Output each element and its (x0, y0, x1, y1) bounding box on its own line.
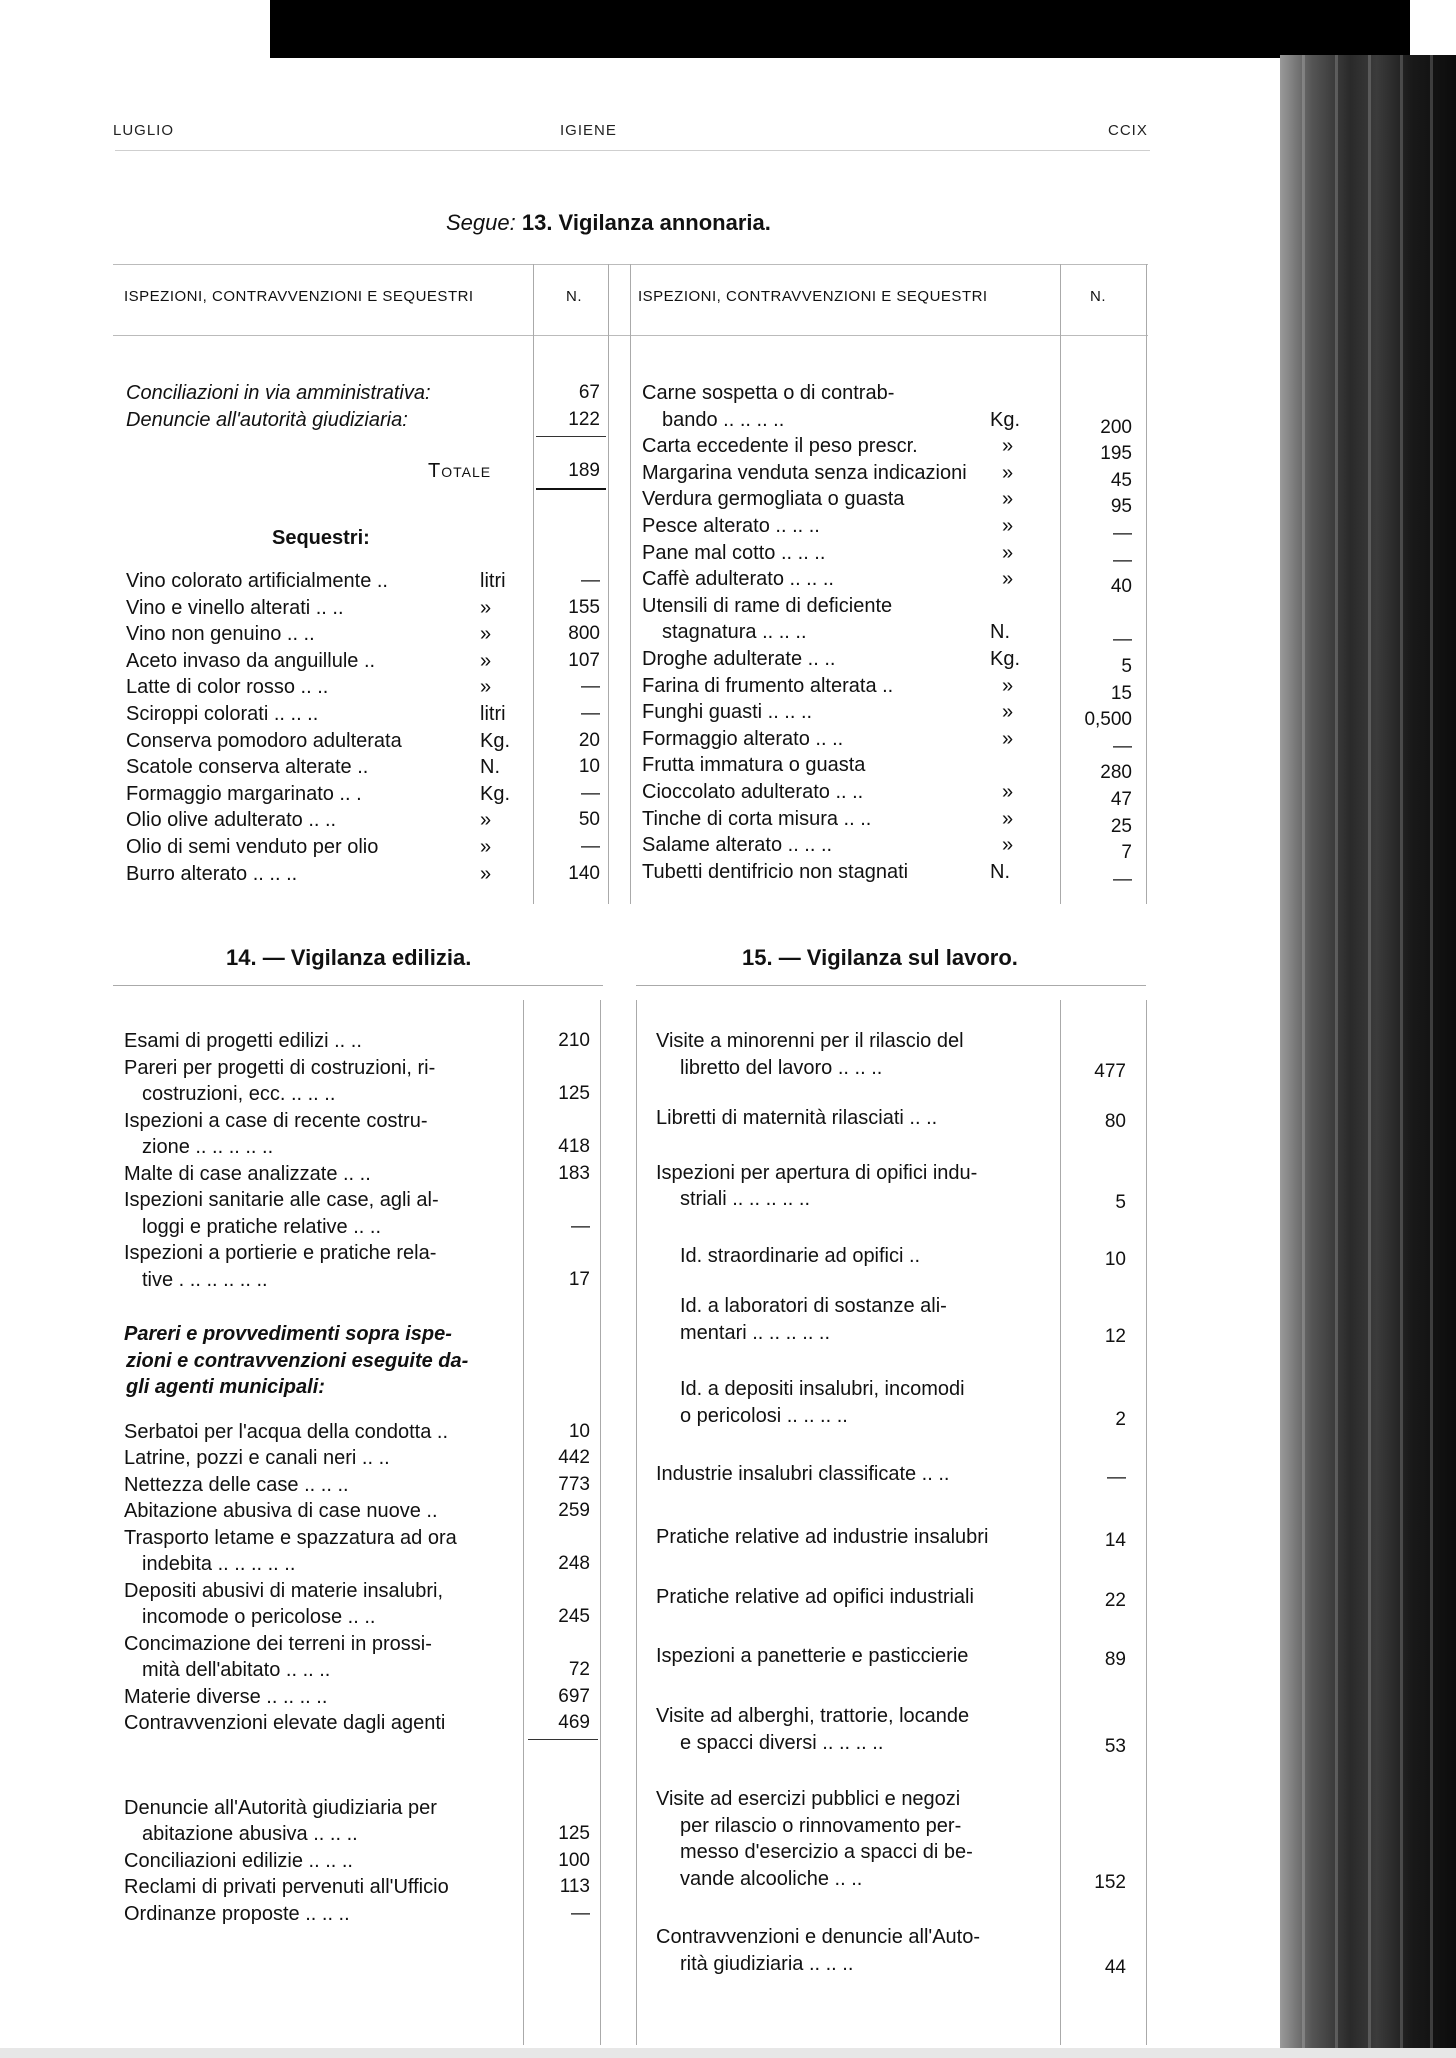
total-rule (536, 488, 606, 490)
sequestro-unit: » (480, 623, 492, 646)
item-value: 195 (1100, 443, 1132, 465)
item-label: Margarina venduta senza indicazioni (642, 461, 967, 484)
entry-line: Denuncie all'Autorità giudiziaria per (124, 1796, 437, 1819)
conciliazioni-value: 67 (578, 382, 600, 403)
entry-value: 22 (1104, 1590, 1126, 1611)
entry-value: 14 (1104, 1529, 1126, 1551)
divider (1146, 1000, 1147, 2045)
item-label: Pane mal cotto .. .. .. (642, 541, 826, 564)
col-header-left: ISPEZIONI, CONTRAVVENZIONI E SEQUESTRI (124, 288, 474, 305)
item-value: 0,500 (1084, 709, 1132, 731)
item-label: Salame alterato .. .. .. (642, 834, 833, 857)
item-unit: Kg. (990, 648, 1021, 670)
item-unit: Kg. (990, 408, 1021, 431)
pareri-heading: Pareri e provvedimenti sopra ispe- (124, 1323, 452, 1345)
entry-value: 125 (558, 1823, 590, 1844)
item-label: stagnatura .. .. .. (662, 621, 807, 644)
entry-line: Id. a depositi insalubri, incomodi (680, 1378, 965, 1400)
divider (630, 264, 631, 904)
entry-line: Visite ad alberghi, trattorie, locande (656, 1705, 970, 1727)
entry-line: Contravvenzioni elevate dagli agenti (124, 1712, 446, 1734)
entry-line: messo d'esercizio a spacci di be- (680, 1841, 973, 1863)
item-value: 25 (1110, 815, 1132, 837)
item-value: 95 (1110, 496, 1132, 518)
sum-rule (536, 436, 606, 437)
entry-value: 248 (558, 1553, 590, 1574)
entry-value: 442 (558, 1447, 590, 1468)
section-15-top-rule (636, 985, 1146, 986)
entry-line: e spacci diversi .. .. .. .. (680, 1731, 884, 1754)
item-label: Caffè adulterato .. .. .. (642, 568, 834, 591)
entry-value: 210 (558, 1030, 590, 1051)
entry-value: 12 (1104, 1325, 1126, 1347)
sequestro-label: Conserva pomodoro adulterata (126, 729, 402, 752)
header-month: LUGLIO (113, 122, 175, 139)
sequestro-value: — (581, 836, 600, 857)
entry-line: Concimazione dei terreni in prossi- (124, 1632, 432, 1655)
entry-line: Trasporto letame e spazzatura ad ora (124, 1526, 457, 1549)
entry-value: 44 (1104, 1956, 1126, 1978)
item-value: 200 (1100, 416, 1132, 438)
entry-value: 2 (1115, 1408, 1126, 1430)
entry-value: 10 (1104, 1248, 1126, 1270)
item-unit: » (1002, 674, 1014, 697)
item-unit: N. (990, 860, 1010, 883)
sequestro-unit: » (480, 862, 492, 885)
totale-label: Totale (428, 460, 492, 482)
entry-line: Latrine, pozzi e canali neri .. .. (124, 1447, 390, 1469)
item-value: — (1113, 523, 1132, 544)
entry-line: mentari .. .. .. .. .. (680, 1321, 831, 1344)
divider (523, 1000, 524, 2045)
entry-value: 125 (558, 1083, 590, 1104)
entry-line: mità dell'abitato .. .. .. (142, 1659, 331, 1681)
col-n-left: N. (566, 288, 582, 305)
divider (1060, 264, 1061, 904)
item-value: 5 (1121, 656, 1132, 677)
entry-value: 183 (558, 1162, 590, 1184)
section-14-title: 14. — Vigilanza edilizia. (226, 945, 472, 970)
sequestro-unit: Kg. (480, 729, 511, 752)
sequestro-unit: » (480, 649, 492, 672)
entry-line: Abitazione abusiva di case nuove .. (124, 1500, 438, 1522)
entry-line: vande alcooliche .. .. (680, 1867, 863, 1890)
entry-line: costruzioni, ecc. .. .. .. (142, 1083, 336, 1105)
entry-value: 773 (558, 1473, 590, 1495)
entry-line: Industrie insalubri classificate .. .. (656, 1463, 950, 1485)
entry-line: Ispezioni a panetterie e pasticcierie (656, 1644, 969, 1667)
entry-value: — (571, 1902, 590, 1924)
entry-line: Ispezioni a portierie e pratiche rela- (124, 1242, 437, 1264)
entry-line: Serbatoi per l'acqua della condotta .. (124, 1420, 449, 1443)
denuncie-value: 122 (568, 409, 600, 430)
item-value: — (1113, 629, 1132, 651)
entry-value: 418 (558, 1136, 590, 1157)
sequestro-value: 10 (578, 756, 600, 778)
entry-line: Esami di progetti edilizi .. .. (124, 1030, 362, 1052)
item-unit: » (1002, 435, 1014, 458)
sequestro-value: 20 (578, 729, 600, 751)
scan-page-edge (1280, 55, 1456, 2058)
divider (1146, 264, 1147, 904)
sum-rule (528, 1739, 598, 1740)
sequestro-label: Burro alterato .. .. .. (126, 862, 298, 885)
entry-line: Pratiche relative ad opifici industriali (656, 1586, 974, 1608)
entry-value: 152 (1094, 1871, 1126, 1893)
item-value: 40 (1110, 576, 1132, 598)
entry-line: Ordinanze proposte .. .. .. (124, 1902, 350, 1925)
sequestro-value: — (581, 782, 600, 804)
entry-line: Ispezioni sanitarie alle case, agli al- (124, 1189, 439, 1211)
sequestro-unit: litri (480, 703, 506, 725)
item-value: 45 (1110, 469, 1132, 491)
divider (608, 264, 609, 904)
sequestro-value: 107 (568, 649, 600, 671)
item-value: — (1113, 868, 1132, 890)
sequestro-unit: N. (480, 756, 500, 779)
item-label: Frutta immatura o guasta (642, 754, 866, 777)
divider (1060, 1000, 1061, 2045)
entry-line: loggi e pratiche relative .. .. (142, 1215, 382, 1238)
entry-line: Pareri per progetti di costruzioni, ri- (124, 1056, 436, 1079)
entry-line: Id. straordinarie ad opifici .. (680, 1244, 921, 1267)
conciliazioni-label: Conciliazioni in via amministrativa: (126, 382, 431, 404)
item-value: 7 (1121, 842, 1132, 864)
item-unit: » (1002, 568, 1014, 591)
sequestro-unit: » (480, 836, 492, 858)
sequestro-label: Olio olive adulterato .. .. (126, 809, 337, 832)
item-label: Cioccolato adulterato .. .. (642, 781, 864, 803)
entry-line: striali .. .. .. .. .. (680, 1188, 811, 1210)
item-unit: » (1002, 515, 1014, 537)
sequestro-label: Aceto invaso da anguillule .. (126, 649, 376, 672)
entry-line: Pratiche relative ad industrie insalubri (656, 1525, 989, 1548)
item-unit: » (1002, 781, 1014, 803)
item-unit: » (1002, 727, 1014, 750)
sequestro-unit: litri (480, 570, 506, 592)
col-n-right: N. (1090, 288, 1106, 305)
header-section: IGIENE (560, 122, 617, 139)
item-label: Pesce alterato .. .. .. (642, 515, 820, 537)
section-13-heading: 13. Vigilanza annonaria. (521, 210, 771, 235)
entry-value: 100 (558, 1849, 590, 1871)
sequestro-value: 140 (568, 862, 600, 884)
entry-value: 469 (558, 1712, 590, 1733)
entry-value: 10 (568, 1420, 590, 1442)
sequestro-value: 155 (568, 596, 600, 618)
item-label: bando .. .. .. .. (662, 408, 785, 431)
section-14-top-rule (113, 985, 603, 986)
entry-line: Depositi abusivi di materie insalubri, (124, 1579, 444, 1602)
entry-value: 477 (1094, 1060, 1126, 1082)
entry-line: abitazione abusiva .. .. .. (142, 1823, 358, 1845)
sequestro-label: Sciroppi colorati .. .. .. (126, 703, 319, 725)
entry-line: libretto del lavoro .. .. .. (680, 1056, 883, 1079)
entry-line: Ispezioni per apertura di opifici indu- (656, 1161, 978, 1184)
item-unit: » (1002, 701, 1014, 724)
sequestro-unit: » (480, 676, 492, 699)
sequestri-title: Sequestri: (272, 527, 370, 549)
divider (600, 1000, 601, 2045)
entry-value: 245 (558, 1606, 590, 1627)
entry-value: 17 (568, 1268, 590, 1290)
header-rule (115, 150, 1150, 151)
sequestro-label: Scatole conserva alterate .. (126, 756, 369, 779)
sequestro-value: — (581, 703, 600, 724)
item-unit: » (1002, 541, 1014, 564)
item-label: Carne sospetta o di contrab- (642, 382, 895, 404)
totale-value: 189 (568, 460, 600, 481)
entry-line: Contravvenzioni e denuncie all'Auto- (656, 1926, 981, 1948)
item-label: Formaggio alterato .. .. (642, 727, 844, 750)
denuncie-label: Denuncie all'autorità giudiziaria: (126, 409, 408, 431)
divider (533, 264, 534, 904)
divider (636, 1000, 637, 2045)
entry-line: Visite ad esercizi pubblici e negozi (656, 1788, 961, 1810)
entry-value: 80 (1104, 1111, 1126, 1132)
item-unit: N. (990, 621, 1010, 644)
item-unit: » (1002, 488, 1014, 511)
entry-line: Conciliazioni edilizie .. .. .. (124, 1849, 353, 1872)
entry-value: — (1107, 1467, 1126, 1488)
entry-value: 259 (558, 1500, 590, 1521)
item-value: 47 (1110, 789, 1132, 810)
entry-value: 53 (1104, 1735, 1126, 1757)
entry-line: Id. a laboratori di sostanze ali- (680, 1295, 947, 1317)
entry-line: per rilascio o rinnovamento per- (680, 1814, 962, 1837)
sequestro-value: — (581, 570, 600, 591)
item-label: Funghi guasti .. .. .. (642, 701, 813, 724)
item-label: Tinche di corta misura .. .. (642, 807, 872, 830)
item-unit: » (1002, 807, 1014, 830)
sequestro-unit: » (480, 596, 492, 619)
entry-line: incomode o pericolose .. .. (142, 1606, 376, 1628)
section-15-title: 15. — Vigilanza sul lavoro. (742, 945, 1018, 970)
item-value: 15 (1110, 682, 1132, 704)
entry-line: indebita .. .. .. .. .. (142, 1553, 296, 1575)
sequestro-value: 50 (578, 809, 600, 831)
section-13-title (446, 210, 771, 236)
entry-line: o pericolosi .. .. .. .. (680, 1404, 848, 1427)
sequestro-label: Vino non genuino .. .. (126, 623, 315, 646)
sequestro-label: Vino e vinello alterati .. .. (126, 596, 344, 619)
sequestro-value: 800 (568, 623, 600, 645)
sequestro-label: Latte di color rosso .. .. (126, 676, 329, 699)
entry-line: zione .. .. .. .. .. (142, 1136, 274, 1158)
entry-line: Nettezza delle case .. .. .. (124, 1473, 349, 1496)
entry-line: rità giudiziaria .. .. .. (680, 1952, 854, 1975)
entry-line: Materie diverse .. .. .. .. (124, 1685, 328, 1708)
entry-value: 697 (558, 1685, 590, 1707)
entry-value: 5 (1115, 1192, 1126, 1213)
item-unit: » (1002, 461, 1014, 484)
entry-line: Malte di case analizzate .. .. (124, 1162, 371, 1185)
sequestro-label: Olio di semi venduto per olio (126, 836, 379, 858)
entry-line: Visite a minorenni per il rilascio del (656, 1030, 964, 1052)
entry-line: Ispezioni a case di recente costru- (124, 1109, 428, 1132)
item-value: — (1113, 549, 1132, 571)
entry-value: — (571, 1215, 590, 1237)
header-page-number: CCIX (1108, 122, 1148, 139)
item-unit: » (1002, 834, 1014, 857)
item-label: Tubetti dentifricio non stagnati (642, 860, 909, 883)
segue-label: Segue: (446, 210, 516, 235)
entry-value: 113 (559, 1876, 590, 1897)
item-value: 280 (1100, 762, 1132, 784)
sequestro-unit: Kg. (480, 782, 511, 805)
item-label: Droghe adulterate .. .. (642, 648, 836, 670)
entry-line: Libretti di maternità rilasciati .. .. (656, 1107, 938, 1129)
item-label: Carta eccedente il peso prescr. (642, 435, 918, 458)
pareri-heading: gli agenti municipali: (126, 1376, 325, 1398)
item-label: Verdura germogliata o guasta (642, 488, 905, 511)
entry-value: 72 (568, 1659, 590, 1680)
sequestro-label: Vino colorato artificialmente .. (126, 570, 388, 592)
sequestro-value: — (581, 676, 600, 698)
item-label: Utensili di rame di deficiente (642, 594, 893, 617)
sequestro-label: Formaggio margarinato .. . (126, 782, 362, 805)
sequestro-unit: » (480, 809, 492, 832)
item-label: Farina di frumento alterata .. (642, 674, 894, 697)
entry-value: 89 (1104, 1648, 1126, 1670)
pareri-heading: zioni e contravvenzioni eseguite da- (126, 1349, 469, 1372)
entry-line: Reclami di privati pervenuti all'Ufficio (124, 1876, 449, 1898)
col-header-right: ISPEZIONI, CONTRAVVENZIONI E SEQUESTRI (638, 288, 988, 305)
item-value: — (1113, 735, 1132, 757)
entry-line: tive . .. .. .. .. .. (142, 1268, 268, 1291)
